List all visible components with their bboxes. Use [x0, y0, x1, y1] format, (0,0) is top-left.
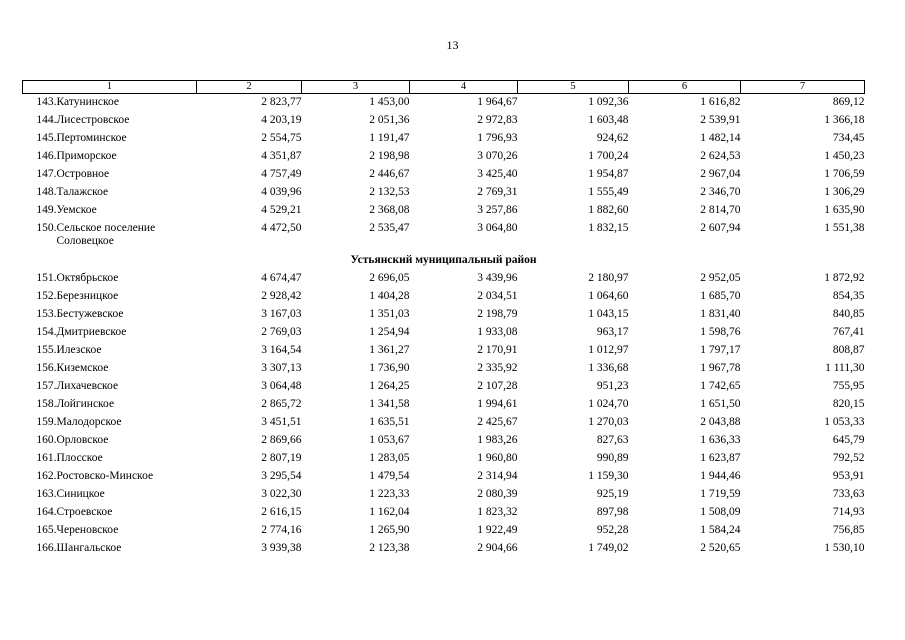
settlement-name: Лойгинское: [56, 398, 115, 410]
value-cell-col-7: 714,93: [832, 506, 865, 518]
value-cell-col-4: 2 170,91: [477, 344, 518, 356]
table-row: [23, 380, 865, 398]
value-cell-col-6: 1 651,50: [700, 398, 741, 410]
value-cell-col-7: 734,45: [832, 132, 865, 144]
value-cell-col-3: 1 361,27: [369, 344, 410, 356]
value-cell-col-2: 2 823,77: [261, 96, 302, 108]
value-cell-col-4: 1 994,61: [477, 398, 518, 410]
table-row: [23, 506, 865, 524]
value-cell-col-7: 733,63: [832, 488, 865, 500]
value-cell-col-6: 2 814,70: [700, 204, 741, 216]
settlement-name: Островное: [56, 168, 110, 180]
value-cell-col-5: 952,28: [596, 524, 629, 536]
value-cell-col-2: 4 674,47: [261, 272, 302, 284]
row-number: 165.: [36, 524, 57, 536]
value-cell-col-6: 1 685,70: [700, 290, 741, 302]
table-body-second: [23, 272, 865, 560]
table-row: [23, 114, 865, 132]
table-row: [23, 186, 865, 204]
value-cell-col-3: 1 736,90: [369, 362, 410, 374]
value-cell-col-3: 1 351,03: [369, 308, 410, 320]
value-cell-col-6: 1 636,33: [700, 434, 741, 446]
column-header: 6: [629, 81, 741, 94]
value-cell-col-3: 1 191,47: [369, 132, 410, 144]
value-cell-col-4: 1 823,32: [477, 506, 518, 518]
table-row: [23, 290, 865, 308]
value-cell-col-4: 1 964,67: [477, 96, 518, 108]
value-cell-col-2: 4 529,21: [261, 204, 302, 216]
value-cell-col-2: 4 757,49: [261, 168, 302, 180]
row-number: 149.: [36, 204, 57, 216]
value-cell-col-2: 2 616,15: [261, 506, 302, 518]
settlement-name: Череновское: [56, 524, 119, 536]
column-header: 7: [741, 81, 865, 94]
value-cell-col-4: 1 796,93: [477, 132, 518, 144]
value-cell-col-6: 1 797,17: [700, 344, 741, 356]
column-header: 1: [23, 81, 197, 94]
value-cell-col-7: 755,95: [832, 380, 865, 392]
value-cell-col-5: 827,63: [596, 434, 629, 446]
value-cell-col-2: 4 203,19: [261, 114, 302, 126]
row-number: 166.: [36, 542, 57, 554]
value-cell-col-6: 1 831,40: [700, 308, 741, 320]
column-header: 2: [197, 81, 302, 94]
value-cell-col-6: 2 043,88: [700, 416, 741, 428]
table-row: [23, 204, 865, 222]
value-cell-col-3: 1 479,54: [369, 470, 410, 482]
value-cell-col-7: 1 530,10: [824, 542, 865, 554]
row-number: 158.: [36, 398, 57, 410]
table-row: [23, 308, 865, 326]
value-cell-col-5: 2 180,97: [588, 272, 629, 284]
table-row: [23, 362, 865, 380]
value-cell-col-2: 2 928,42: [261, 290, 302, 302]
data-table: [22, 80, 865, 560]
table-row: [23, 94, 865, 115]
settlement-name: Лихачевское: [56, 380, 119, 392]
settlement-name: Пертоминское: [56, 132, 127, 144]
table-row: [23, 326, 865, 344]
row-number: 159.: [36, 416, 57, 428]
row-number: 153.: [36, 308, 57, 320]
value-cell-col-2: 2 769,03: [261, 326, 302, 338]
row-number: 164.: [36, 506, 57, 518]
value-cell-col-6: 2 346,70: [700, 186, 741, 198]
value-cell-col-3: 1 283,05: [369, 452, 410, 464]
value-cell-col-5: 990,89: [596, 452, 629, 464]
table-row: [23, 272, 865, 290]
value-cell-col-7: 792,52: [832, 452, 865, 464]
settlement-name: Плосское: [56, 452, 103, 464]
row-number: 155.: [36, 344, 57, 356]
settlement-name: Катунинское: [56, 96, 120, 108]
value-cell-col-2: 2 554,75: [261, 132, 302, 144]
value-cell-col-5: 1 954,87: [588, 168, 629, 180]
value-cell-col-4: 1 933,08: [477, 326, 518, 338]
value-cell-col-3: 2 051,36: [369, 114, 410, 126]
value-cell-col-6: 1 742,65: [700, 380, 741, 392]
value-cell-col-3: 2 368,08: [369, 204, 410, 216]
row-number: 151.: [36, 272, 57, 284]
value-cell-col-2: 4 351,87: [261, 150, 302, 162]
value-cell-col-5: 924,62: [596, 132, 629, 144]
value-cell-col-4: 3 425,40: [477, 168, 518, 180]
value-cell-col-6: 1 584,24: [700, 524, 741, 536]
value-cell-col-6: 2 967,04: [700, 168, 741, 180]
value-cell-col-2: 2 869,66: [261, 434, 302, 446]
value-cell-col-5: 1 749,02: [588, 542, 629, 554]
table-row: [23, 222, 865, 254]
value-cell-col-2: 3 939,38: [261, 542, 302, 554]
value-cell-col-6: 1 944,46: [700, 470, 741, 482]
value-cell-col-2: 2 774,16: [261, 524, 302, 536]
value-cell-col-4: 1 922,49: [477, 524, 518, 536]
value-cell-col-3: 1 223,33: [369, 488, 410, 500]
value-cell-col-5: 963,17: [596, 326, 629, 338]
settlement-name: Ростовско-Минское: [56, 470, 154, 482]
value-cell-col-3: 2 198,98: [369, 150, 410, 162]
value-cell-col-7: 1 706,59: [824, 168, 865, 180]
row-number: 150.: [36, 222, 57, 234]
value-cell-col-2: 3 164,54: [261, 344, 302, 356]
column-header: 5: [518, 81, 629, 94]
value-cell-col-5: 1 092,36: [588, 96, 629, 108]
column-number-header: [23, 81, 865, 94]
value-cell-col-3: 1 265,90: [369, 524, 410, 536]
value-cell-col-4: 2 769,31: [477, 186, 518, 198]
value-cell-col-3: 2 696,05: [369, 272, 410, 284]
value-cell-col-3: 1 341,58: [369, 398, 410, 410]
value-cell-col-7: 1 635,90: [824, 204, 865, 216]
table-row: [23, 132, 865, 150]
value-cell-col-4: 1 960,80: [477, 452, 518, 464]
section-header-row: [23, 254, 865, 272]
row-number: 156.: [36, 362, 57, 374]
value-cell-col-4: 2 972,83: [477, 114, 518, 126]
value-cell-col-6: 2 607,94: [700, 222, 741, 234]
value-cell-col-7: 953,91: [832, 470, 865, 482]
section-body: [23, 254, 865, 272]
value-cell-col-2: 3 295,54: [261, 470, 302, 482]
value-cell-col-6: 1 598,76: [700, 326, 741, 338]
value-cell-col-7: 645,79: [832, 434, 865, 446]
row-number: 148.: [36, 186, 57, 198]
value-cell-col-6: 2 539,91: [700, 114, 741, 126]
value-cell-col-5: 1 064,60: [588, 290, 629, 302]
value-cell-col-5: 925,19: [596, 488, 629, 500]
value-cell-col-4: 2 335,92: [477, 362, 518, 374]
value-cell-col-6: 1 482,14: [700, 132, 741, 144]
value-cell-col-7: 1 111,30: [825, 362, 865, 374]
settlement-name: Дмитриевское: [56, 326, 127, 338]
value-cell-col-4: 3 257,86: [477, 204, 518, 216]
value-cell-col-3: 1 264,25: [369, 380, 410, 392]
value-cell-col-7: 869,12: [832, 96, 865, 108]
table-row: [23, 416, 865, 434]
row-number: 143.: [36, 96, 57, 108]
row-number: 162.: [36, 470, 57, 482]
value-cell-col-5: 1 603,48: [588, 114, 629, 126]
value-cell-col-6: 1 623,87: [700, 452, 741, 464]
settlement-name: Илезское: [56, 344, 102, 356]
value-cell-col-7: 808,87: [832, 344, 865, 356]
value-cell-col-7: 1 053,33: [824, 416, 865, 428]
table-row: [23, 470, 865, 488]
section-title: Устьянский муниципальный район: [350, 254, 537, 266]
row-number: 161.: [36, 452, 57, 464]
value-cell-col-4: 2 425,67: [477, 416, 518, 428]
row-number: 157.: [36, 380, 57, 392]
settlement-name: Малодорское: [56, 416, 122, 428]
row-number: 163.: [36, 488, 57, 500]
value-cell-col-6: 2 520,65: [700, 542, 741, 554]
value-cell-col-2: 3 167,03: [261, 308, 302, 320]
value-cell-col-4: 2 314,94: [477, 470, 518, 482]
value-cell-col-2: 3 451,51: [261, 416, 302, 428]
value-cell-col-5: 1 555,49: [588, 186, 629, 198]
value-cell-col-7: 840,85: [832, 308, 865, 320]
value-cell-col-5: 951,23: [596, 380, 629, 392]
value-cell-col-4: 2 198,79: [477, 308, 518, 320]
value-cell-col-2: 4 039,96: [261, 186, 302, 198]
value-cell-col-5: 897,98: [596, 506, 629, 518]
value-cell-col-7: 854,35: [832, 290, 865, 302]
table-row: [23, 434, 865, 452]
row-number: 146.: [36, 150, 57, 162]
settlement-name: Синицкое: [56, 488, 105, 500]
settlement-name: Березницкое: [56, 290, 119, 302]
value-cell-col-7: 1 450,23: [824, 150, 865, 162]
value-cell-col-5: 1 043,15: [588, 308, 629, 320]
column-header: 3: [302, 81, 410, 94]
value-cell-col-2: 3 064,48: [261, 380, 302, 392]
settlement-name: Лисестровское: [56, 114, 130, 126]
value-cell-col-2: 2 865,72: [261, 398, 302, 410]
value-cell-col-7: 756,85: [832, 524, 865, 536]
value-cell-col-2: 2 807,19: [261, 452, 302, 464]
settlement-name: Октябрьское: [56, 272, 119, 284]
value-cell-col-5: 1 159,30: [588, 470, 629, 482]
value-cell-col-3: 2 535,47: [369, 222, 410, 234]
value-cell-col-2: 3 307,13: [261, 362, 302, 374]
value-cell-col-3: 1 254,94: [369, 326, 410, 338]
value-cell-col-4: 3 070,26: [477, 150, 518, 162]
settlement-name: Бестужевское: [56, 308, 124, 320]
value-cell-col-4: 1 983,26: [477, 434, 518, 446]
settlement-name: Приморское: [56, 150, 117, 162]
settlement-name: Уемское: [56, 204, 97, 216]
table-row: [23, 344, 865, 362]
page-number: 13: [446, 38, 459, 52]
value-cell-col-3: 2 446,67: [369, 168, 410, 180]
value-cell-col-5: 1 882,60: [588, 204, 629, 216]
settlement-name: Сельское поселение Соловецкое: [56, 222, 156, 247]
value-cell-col-4: 2 904,66: [477, 542, 518, 554]
value-cell-col-7: 1 551,38: [824, 222, 865, 234]
table-row: [23, 524, 865, 542]
value-cell-col-3: 1 053,67: [369, 434, 410, 446]
value-cell-col-6: 1 616,82: [700, 96, 741, 108]
value-cell-col-6: 1 719,59: [700, 488, 741, 500]
value-cell-col-5: 1 700,24: [588, 150, 629, 162]
value-cell-col-6: 2 952,05: [700, 272, 741, 284]
settlement-name: Киземское: [56, 362, 109, 374]
value-cell-col-5: 1 832,15: [588, 222, 629, 234]
value-cell-col-3: 1 404,28: [369, 290, 410, 302]
value-cell-col-3: 1 635,51: [369, 416, 410, 428]
value-cell-col-5: 1 270,03: [588, 416, 629, 428]
value-cell-col-4: 2 080,39: [477, 488, 518, 500]
value-cell-col-4: 3 439,96: [477, 272, 518, 284]
value-cell-col-6: 1 967,78: [700, 362, 741, 374]
value-cell-col-6: 1 508,09: [700, 506, 741, 518]
value-cell-col-3: 2 123,38: [369, 542, 410, 554]
column-header: 4: [410, 81, 518, 94]
table-body-first: [23, 94, 865, 255]
table-row: [23, 488, 865, 506]
value-cell-col-7: 1 872,92: [824, 272, 865, 284]
settlement-name: Строевское: [56, 506, 113, 518]
table-row: [23, 168, 865, 186]
value-cell-col-3: 1 162,04: [369, 506, 410, 518]
table-row: [23, 452, 865, 470]
row-number: 144.: [36, 114, 57, 126]
settlement-name: Шангальское: [56, 542, 122, 554]
row-number: 154.: [36, 326, 57, 338]
value-cell-col-5: 1 024,70: [588, 398, 629, 410]
value-cell-col-2: 3 022,30: [261, 488, 302, 500]
value-cell-col-7: 767,41: [832, 326, 865, 338]
table-row: [23, 542, 865, 560]
value-cell-col-4: 2 107,28: [477, 380, 518, 392]
settlement-name: Талажское: [56, 186, 109, 198]
value-cell-col-6: 2 624,53: [700, 150, 741, 162]
value-cell-col-7: 820,15: [832, 398, 865, 410]
row-number: 152.: [36, 290, 57, 302]
value-cell-col-7: 1 306,29: [824, 186, 865, 198]
row-number: 145.: [36, 132, 57, 144]
table-row: [23, 150, 865, 168]
value-cell-col-7: 1 366,18: [824, 114, 865, 126]
value-cell-col-5: 1 012,97: [588, 344, 629, 356]
value-cell-col-3: 1 453,00: [369, 96, 410, 108]
row-number: 147.: [36, 168, 57, 180]
settlement-name: Орловское: [56, 434, 109, 446]
table-row: [23, 398, 865, 416]
value-cell-col-4: 3 064,80: [477, 222, 518, 234]
value-cell-col-3: 2 132,53: [369, 186, 410, 198]
value-cell-col-5: 1 336,68: [588, 362, 629, 374]
value-cell-col-2: 4 472,50: [261, 222, 302, 234]
value-cell-col-4: 2 034,51: [477, 290, 518, 302]
row-number: 160.: [36, 434, 57, 446]
